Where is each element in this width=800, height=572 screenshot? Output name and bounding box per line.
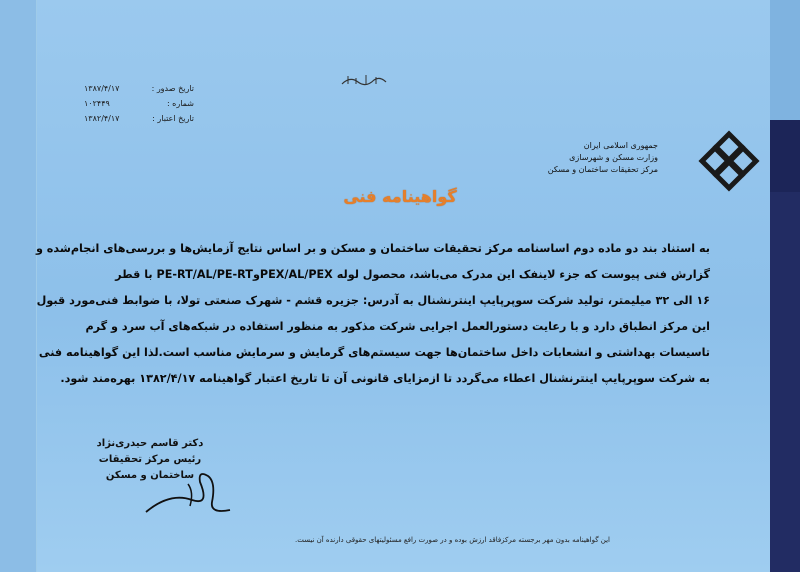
- signer-position: رئیس مرکز تحقیقات ساختمان و مسکن: [98, 454, 202, 481]
- signer-name: دکتر قاسم حیدری‌نژاد: [96, 438, 204, 449]
- bhrc-logo-icon: [698, 130, 760, 192]
- certificate-body: [35, 236, 710, 392]
- body-line: ۱۶ الی ۳۲ میلیمتر، تولید شرکت سوپرپایپ اینترنشنال به آدرس: جزیره قشم - شهرک صنعتی تولا، با ضوابط فنی‌مورد قبول: [36, 294, 710, 307]
- org-line-center: مرکز تحقیقات ساختمان و مسکن: [547, 165, 658, 174]
- body-line: تاسیسات بهداشتی و انشعابات داخل ساختمان‌ها جهت سیستم‌های گرمایش و سرمایش مناسب است.لذا این گواهینامه فنی: [38, 346, 710, 359]
- body-line: به استناد بند دو ماده دوم اساسنامه مرکز تحقیقات ساختمان و مسکن و بر اساس نتایج آزمایش‌ها و بررسی‌های انجام‌شده و: [35, 242, 710, 255]
- org-line-ministry: وزارت مسکن و شهرسازی: [569, 153, 658, 162]
- bismillah-calligraphy: [340, 72, 388, 88]
- right-accent-bar-top: [770, 0, 800, 120]
- body-line: گزارش فنی پیوست که جزء لاینفک این مدرک می‌باشد، محصول لوله PEX/AL/PEXوPE-RT/AL/PE-RT با قطر: [115, 268, 710, 281]
- handwritten-signature: [140, 462, 250, 522]
- footer-note: این گواهینامه بدون مهر برجسته مرکزفاقد ارزش بوده و در صورت رافع مسئولیتهای حقوقی دارنده آن نیست.: [294, 536, 610, 544]
- left-border-strip: [0, 0, 37, 572]
- body-line: به شرکت سوپرپایپ اینترنشنال اعطاء می‌گردد تا ازمزایای قانونی آن تا تاریخ اعتبار گواهینامه ۱۳۸۲/۴/۱۷ بهره‌مند شود.: [60, 372, 710, 385]
- organization-block: [548, 140, 658, 176]
- meta-issue-date: تاریخ صدور : ۱۳۸۷/۴/۱۷: [84, 84, 194, 93]
- meta-number: شماره : ۱۰۲۴۴۹: [84, 99, 194, 108]
- right-accent-bar: [770, 192, 800, 572]
- right-accent-bar-dark: [770, 120, 800, 192]
- document-meta: [84, 84, 194, 129]
- meta-validity-date: تاریخ اعتبار : ۱۳۸۲/۴/۱۷: [84, 114, 194, 123]
- body-line: این مرکز انطباق دارد و با رعایت دستورالعمل اجرایی شرکت مذکور به منظور استفاده در شبکه‌های آب سرد و گرم: [85, 320, 710, 333]
- certificate-title: گواهینامه فنی: [343, 187, 457, 206]
- org-line-country: جمهوری اسلامی ایران: [583, 141, 658, 150]
